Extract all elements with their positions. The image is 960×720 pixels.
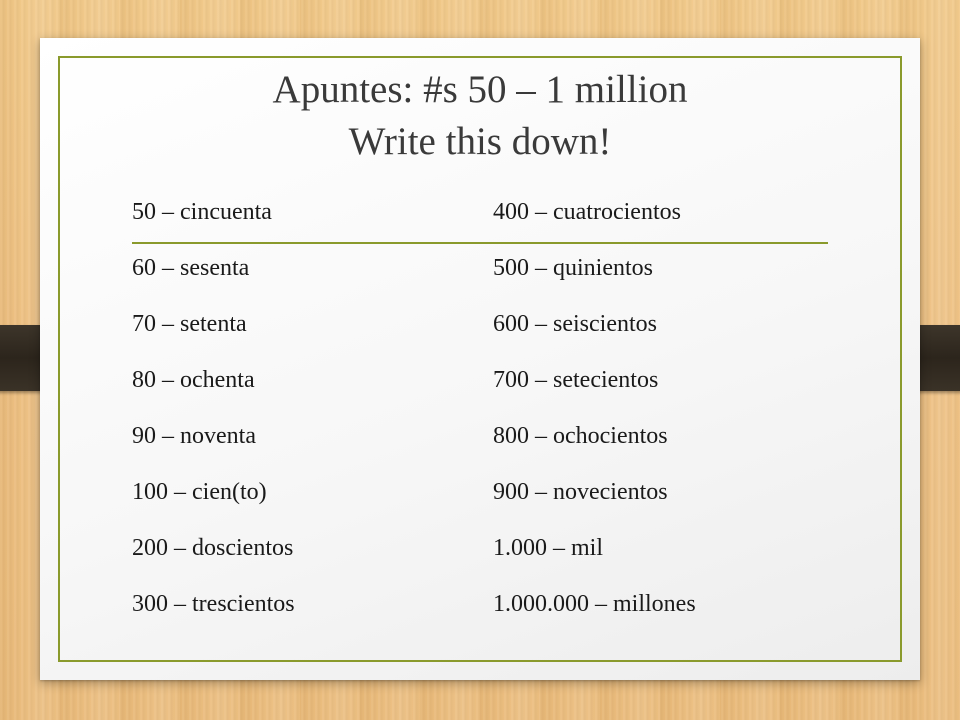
numbers-right-column — [493, 198, 696, 646]
title-line-1: Apuntes: #s 50 – 1 million — [272, 68, 688, 111]
number-item: 90 – noventa — [132, 423, 256, 449]
number-item: 1.000 – mil — [493, 535, 604, 561]
number-item: 50 – cincuenta — [132, 199, 272, 225]
number-item: 800 – ochocientos — [493, 423, 668, 449]
slide-paper — [40, 38, 920, 680]
number-item: 500 – quinientos — [493, 255, 653, 281]
number-item: 100 – cien(to) — [132, 479, 267, 505]
number-item: 200 – doscientos — [132, 535, 294, 561]
number-item: 400 – cuatrocientos — [493, 199, 681, 225]
number-item: 300 – trescientos — [132, 591, 295, 617]
number-item: 60 – sesenta — [132, 255, 250, 281]
number-item: 700 – setecientos — [493, 367, 659, 393]
number-item: 70 – setenta — [132, 311, 247, 337]
title-line-2: Write this down! — [348, 120, 612, 163]
slide-title — [40, 64, 920, 168]
number-item: 900 – novecientos — [493, 479, 668, 505]
number-item: 1.000.000 – millones — [493, 591, 696, 617]
numbers-left-column — [132, 198, 295, 646]
number-item: 600 – seiscientos — [493, 311, 657, 337]
number-item: 80 – ochenta — [132, 367, 255, 393]
